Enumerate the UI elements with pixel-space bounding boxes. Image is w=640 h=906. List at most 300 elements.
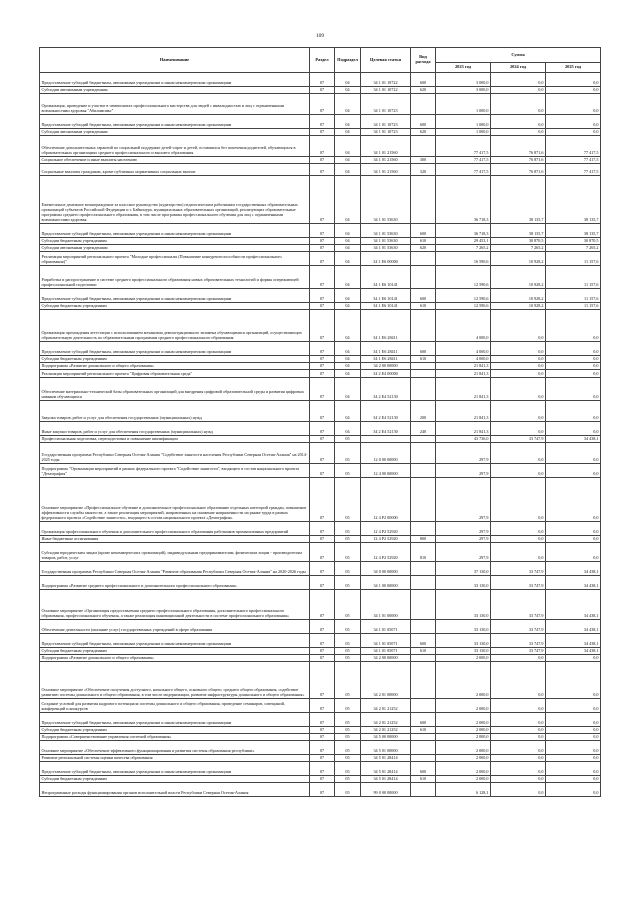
row-expense-type — [411, 478, 436, 522]
row-subsection: 05 — [335, 562, 361, 576]
row-amount-2024: 10 928,2 — [491, 303, 546, 310]
row-amount-2023: 2 000,0 — [436, 776, 491, 783]
row-amount-2025: 0,0 — [546, 401, 601, 422]
row-amount-2024: 0,0 — [491, 543, 546, 562]
row-target-article: 34 2 E4 52130 — [361, 401, 411, 422]
row-subsection: 05 — [335, 634, 361, 648]
row-target-article: 34 1 01 10723 — [361, 129, 411, 136]
row-target-article: 12 4 00 00000 — [361, 464, 411, 478]
row-subsection: 04 — [335, 129, 361, 136]
row-target-article: 34 1 01 53630 — [361, 176, 411, 224]
row-target-article: 34 1 01 53630 — [361, 224, 411, 238]
row-subsection: 05 — [335, 699, 361, 713]
row-name: Реализация мероприятий регионального проекта "Молодые профессионалы (Повышение конкурентоспособности профессионального образования)" — [40, 252, 310, 266]
row-amount-2025: 0,0 — [546, 370, 601, 378]
row-expense-type: 620 — [411, 245, 436, 252]
row-target-article: 34 1 E6 10141 — [361, 303, 411, 310]
table-row — [40, 478, 601, 522]
row-target-article: 34 5 00 00000 — [361, 734, 411, 741]
row-target-article — [361, 436, 411, 443]
row-amount-2024: 0,0 — [491, 522, 546, 536]
row-section: 07 — [310, 303, 335, 310]
table-row — [40, 401, 601, 422]
table-row — [40, 73, 601, 87]
row-amount-2025: 34 438,1 — [546, 576, 601, 590]
row-amount-2024: 0,0 — [491, 310, 546, 342]
table-row — [40, 303, 601, 310]
row-section: 07 — [310, 157, 335, 164]
row-amount-2023: 77 417,5 — [436, 157, 491, 164]
row-amount-2024: 0,0 — [491, 115, 546, 129]
row-section: 07 — [310, 620, 335, 634]
row-amount-2025: 11 157,6 — [546, 303, 601, 310]
row-section: 07 — [310, 422, 335, 436]
row-amount-2023: 2 000,0 — [436, 713, 491, 727]
row-amount-2025: 0,0 — [546, 662, 601, 699]
row-target-article: 34 1 E6 10141 — [361, 266, 411, 289]
row-subsection: 05 — [335, 783, 361, 797]
table-row — [40, 176, 601, 224]
row-expense-type: 600 — [411, 289, 436, 303]
row-subsection: 04 — [335, 266, 361, 289]
row-target-article: 34 2 E4 52130 — [361, 422, 411, 436]
row-expense-type: 600 — [411, 224, 436, 238]
row-amount-2024: 0,0 — [491, 129, 546, 136]
row-name: Иные бюджетные ассигнования — [40, 536, 310, 543]
row-subsection: 05 — [335, 576, 361, 590]
table-row — [40, 522, 601, 536]
row-name: Подпрограмма «Развитие дошкольного и общего образования» — [40, 655, 310, 662]
row-amount-2023: 2 000,0 — [436, 741, 491, 755]
row-name: Предоставление субсидий бюджетным, автономным учреждениям и иным некоммерческим организациям — [40, 634, 310, 648]
row-target-article: 12 0 00 00000 — [361, 443, 411, 464]
header-year-2025: 2025 год — [546, 63, 601, 73]
row-amount-2023: 21 841,3 — [436, 401, 491, 422]
row-amount-2024: 33 747,9 — [491, 590, 546, 620]
table-row — [40, 620, 601, 634]
row-name: Субсидии бюджетным учреждениям — [40, 238, 310, 245]
table-row — [40, 543, 601, 562]
row-subsection: 04 — [335, 378, 361, 401]
row-amount-2024: 0,0 — [491, 741, 546, 755]
row-name: Субсидии автономным учреждениям — [40, 245, 310, 252]
table-row — [40, 762, 601, 776]
row-section: 07 — [310, 741, 335, 755]
row-amount-2023: 297,9 — [436, 443, 491, 464]
row-expense-type — [411, 562, 436, 576]
row-amount-2025: 0,0 — [546, 422, 601, 436]
row-target-article: 34 1 01 10722 — [361, 87, 411, 94]
row-name: Закупка товаров, работ и услуг для обеспечения государственных (муниципальных) нужд — [40, 401, 310, 422]
row-target-article: 34 1 01 21560 — [361, 136, 411, 157]
row-section: 07 — [310, 266, 335, 289]
table-row — [40, 289, 601, 303]
row-section: 07 — [310, 713, 335, 727]
row-amount-2023: 4 000,0 — [436, 356, 491, 363]
row-section: 07 — [310, 590, 335, 620]
row-amount-2024: 0,0 — [491, 342, 546, 356]
row-subsection: 04 — [335, 310, 361, 342]
row-target-article: 34 1 01 00000 — [361, 590, 411, 620]
row-target-article: 34 1 01 05071 — [361, 634, 411, 648]
row-subsection: 05 — [335, 543, 361, 562]
header-expense-type: Вид расхода — [411, 48, 436, 73]
row-subsection: 04 — [335, 176, 361, 224]
row-target-article: 34 2 01 21252 — [361, 699, 411, 713]
row-name: Субсидии бюджетным учреждениям — [40, 727, 310, 734]
row-name: Организация профессионального обучения и дополнительного профессионального образования работников промышленных предприятий — [40, 522, 310, 536]
row-amount-2024: 33 747,9 — [491, 634, 546, 648]
row-amount-2024: 0,0 — [491, 464, 546, 478]
row-expense-type — [411, 436, 436, 443]
row-expense-type: 600 — [411, 73, 436, 87]
row-expense-type: 600 — [411, 762, 436, 776]
row-amount-2023: 37 130,0 — [436, 562, 491, 576]
row-expense-type — [411, 266, 436, 289]
row-amount-2025: 77 417,5 — [546, 157, 601, 164]
row-amount-2025: 0,0 — [546, 699, 601, 713]
row-name: Организация, проведение и участие в чемпионатах профессионального мастерства для людей с инвалидностью и лиц с ограниченными возможностями здоровья "Абилимпикс" — [40, 94, 310, 115]
row-amount-2024: 10 928,2 — [491, 252, 546, 266]
table-row — [40, 464, 601, 478]
row-expense-type — [411, 464, 436, 478]
row-subsection: 04 — [335, 136, 361, 157]
row-amount-2024: 10 928,2 — [491, 266, 546, 289]
row-subsection: 05 — [335, 776, 361, 783]
row-section: 07 — [310, 115, 335, 129]
row-target-article: 34 2 01 00000 — [361, 662, 411, 699]
row-name: Субсидии бюджетным учреждениям — [40, 776, 310, 783]
table-row — [40, 727, 601, 734]
row-expense-type: 610 — [411, 648, 436, 655]
row-amount-2024: 38 135,7 — [491, 224, 546, 238]
table-row — [40, 378, 601, 401]
row-amount-2025: 0,0 — [546, 741, 601, 755]
row-name: Социальное обеспечение и иные выплаты населению — [40, 157, 310, 164]
row-amount-2025: 0,0 — [546, 115, 601, 129]
row-amount-2023: 7 265,2 — [436, 245, 491, 252]
row-subsection: 05 — [335, 713, 361, 727]
table-row — [40, 590, 601, 620]
row-subsection: 05 — [335, 655, 361, 662]
row-amount-2024: 33 747,9 — [491, 436, 546, 443]
row-target-article: 34 1 01 53630 — [361, 238, 411, 245]
row-section: 07 — [310, 634, 335, 648]
row-amount-2025: 38 135,7 — [546, 224, 601, 238]
row-target-article: 34 2 E4 00000 — [361, 370, 411, 378]
row-amount-2023: 1 000,0 — [436, 129, 491, 136]
row-amount-2023: 3 000,0 — [436, 87, 491, 94]
row-subsection: 05 — [335, 662, 361, 699]
row-amount-2023: 297,9 — [436, 464, 491, 478]
row-name: Предоставление субсидий бюджетным, автономным учреждениям и иным некоммерческим организациям — [40, 289, 310, 303]
row-target-article: 34 5 01 28414 — [361, 755, 411, 762]
header-subsection: Подраздел — [335, 48, 361, 73]
row-amount-2023: 77 417,5 — [436, 136, 491, 157]
row-amount-2025: 0,0 — [546, 73, 601, 87]
row-amount-2025: 0,0 — [546, 342, 601, 356]
row-subsection: 04 — [335, 94, 361, 115]
row-amount-2023: 2 000,0 — [436, 662, 491, 699]
row-amount-2025: 30 870,5 — [546, 238, 601, 245]
row-amount-2025: 0,0 — [546, 94, 601, 115]
row-target-article: 34 1 E6 28411 — [361, 356, 411, 363]
row-amount-2025: 0,0 — [546, 522, 601, 536]
table-row — [40, 87, 601, 94]
row-target-article: 34 1 E6 10141 — [361, 289, 411, 303]
row-name: Основное мероприятие «Организация предоставления среднего профессионального образования, дополнительного профессионального образования, профессионального обучения, а также реализация инновационной деятельности в системе профессионального образования» — [40, 590, 310, 620]
row-section: 07 — [310, 734, 335, 741]
row-expense-type: 320 — [411, 164, 436, 176]
row-section: 07 — [310, 576, 335, 590]
header-target-article: Целевая статья — [361, 48, 411, 73]
row-section: 07 — [310, 310, 335, 342]
row-amount-2025: 11 157,6 — [546, 252, 601, 266]
row-amount-2023: 2 000,0 — [436, 762, 491, 776]
row-name: Развитие региональной системы оценки качества образования — [40, 755, 310, 762]
row-amount-2023: 36 718,3 — [436, 224, 491, 238]
row-amount-2025: 0,0 — [546, 478, 601, 522]
row-target-article: 34 1 01 10723 — [361, 115, 411, 129]
row-target-article: 34 1 01 53630 — [361, 245, 411, 252]
row-expense-type: 600 — [411, 634, 436, 648]
row-subsection: 04 — [335, 73, 361, 87]
row-amount-2025: 0,0 — [546, 727, 601, 734]
row-subsection: 04 — [335, 238, 361, 245]
row-amount-2025: 34 438,1 — [546, 562, 601, 576]
budget-table — [39, 47, 601, 797]
row-subsection: 05 — [335, 620, 361, 634]
row-amount-2025: 11 157,6 — [546, 266, 601, 289]
row-expense-type: 600 — [411, 342, 436, 356]
row-amount-2025: 0,0 — [546, 87, 601, 94]
row-amount-2023: 2 000,0 — [436, 727, 491, 734]
header-section: Раздел — [310, 48, 335, 73]
page-number: 109 — [315, 33, 325, 39]
row-subsection: 04 — [335, 401, 361, 422]
row-amount-2023: 33 130,0 — [436, 590, 491, 620]
row-section: 07 — [310, 648, 335, 655]
row-amount-2023: 2 000,0 — [436, 699, 491, 713]
row-amount-2024: 0,0 — [491, 401, 546, 422]
row-amount-2023: 6 128,1 — [436, 783, 491, 797]
row-name: Подпрограмма «Развитие дошкольного и общего образования» — [40, 363, 310, 370]
table-row — [40, 443, 601, 464]
row-subsection: 05 — [335, 436, 361, 443]
row-amount-2024: 76 871,6 — [491, 157, 546, 164]
row-target-article: 12 4 P2 52920 — [361, 522, 411, 536]
row-subsection: 04 — [335, 356, 361, 363]
row-section: 07 — [310, 224, 335, 238]
row-name: Обеспечение дополнительных гарантий по социальной поддержке детей-сирот и детей, оставшихся без попечения родителей, обучающихся в образовательных организациях среднего профессионального и высшего образования — [40, 136, 310, 157]
row-expense-type: 620 — [411, 129, 436, 136]
row-section: 07 — [310, 536, 335, 543]
table-row — [40, 422, 601, 436]
row-subsection: 04 — [335, 115, 361, 129]
row-subsection: 04 — [335, 164, 361, 176]
row-section: 07 — [310, 401, 335, 422]
row-expense-type — [411, 136, 436, 157]
table-row — [40, 157, 601, 164]
row-name: Предоставление субсидий бюджетным, автономным учреждениям и иным некоммерческим организациям — [40, 224, 310, 238]
row-amount-2023: 36 718,3 — [436, 176, 491, 224]
table-row — [40, 662, 601, 699]
row-amount-2024: 30 870,5 — [491, 238, 546, 245]
row-name: Реализация мероприятий регионального проекта "Цифровая образовательная среда" — [40, 370, 310, 378]
row-amount-2024: 0,0 — [491, 713, 546, 727]
row-subsection: 05 — [335, 734, 361, 741]
row-amount-2025: 0,0 — [546, 783, 601, 797]
row-name: Подпрограмма "Организация мероприятий в рамках федерального проекта "Содействие занятости", входящего в состав национального проекта "Демография" — [40, 464, 310, 478]
row-amount-2025: 0,0 — [546, 464, 601, 478]
row-subsection: 04 — [335, 422, 361, 436]
row-target-article: 34 1 01 10723 — [361, 94, 411, 115]
row-subsection: 05 — [335, 648, 361, 655]
row-expense-type — [411, 699, 436, 713]
row-section: 07 — [310, 727, 335, 734]
row-subsection: 04 — [335, 245, 361, 252]
row-section: 07 — [310, 662, 335, 699]
row-amount-2024: 0,0 — [491, 699, 546, 713]
row-name: Субсидии бюджетным учреждениям — [40, 303, 310, 310]
table-row — [40, 115, 601, 129]
row-name: Государственная программа Республики Северная Осетия-Алания "Развитие образования Республики Северная Осетия-Алания" на 2020-2026 годы — [40, 562, 310, 576]
row-amount-2023: 4 000,0 — [436, 310, 491, 342]
row-amount-2024: 0,0 — [491, 734, 546, 741]
table-row — [40, 342, 601, 356]
row-section: 07 — [310, 289, 335, 303]
row-section: 07 — [310, 522, 335, 536]
row-target-article: 34 5 01 28414 — [361, 762, 411, 776]
row-subsection: 04 — [335, 252, 361, 266]
row-expense-type: 240 — [411, 422, 436, 436]
row-name: Разработка и распространение в системе среднего профессионального образования новых образовательных технологий и формы опережающей профессиональной подготовки — [40, 266, 310, 289]
row-expense-type — [411, 734, 436, 741]
row-name: Субсидии бюджетным учреждениям — [40, 356, 310, 363]
row-expense-type: 800 — [411, 536, 436, 543]
row-name: Субсидии бюджетным учреждениям — [40, 648, 310, 655]
row-expense-type: 620 — [411, 87, 436, 94]
row-name: Предоставление субсидий бюджетным, автономным учреждениям и иным некоммерческим организациям — [40, 713, 310, 727]
table-row — [40, 562, 601, 576]
row-amount-2023: 43 736,0 — [436, 436, 491, 443]
row-name: Подпрограмма «Совершенствование управления системой образования» — [40, 734, 310, 741]
row-name: Ежемесячное денежное вознаграждение за классное руководство (кураторство) педагогическим работникам государственных образовательных организаций субъектов Российской Федерации и г. Байконура, муниципальных образовательных организаций, реализующих образовательные программы среднего профессионального образования, в том числе программы профессионального обучения для лиц с ограниченными возможностями здоровья — [40, 176, 310, 224]
row-amount-2025: 34 438,1 — [546, 620, 601, 634]
header-sum: Сумма — [436, 48, 601, 63]
row-subsection: 05 — [335, 755, 361, 762]
header-year-2024: 2024 год — [491, 63, 546, 73]
row-target-article: 34 2 E4 52130 — [361, 378, 411, 401]
row-expense-type — [411, 443, 436, 464]
table-row — [40, 576, 601, 590]
header-name: Наименование — [40, 48, 310, 73]
row-amount-2024: 0,0 — [491, 655, 546, 662]
row-subsection: 04 — [335, 87, 361, 94]
table-row — [40, 164, 601, 176]
row-expense-type — [411, 755, 436, 762]
row-subsection: 05 — [335, 536, 361, 543]
row-amount-2025: 11 157,6 — [546, 289, 601, 303]
row-section: 07 — [310, 238, 335, 245]
row-amount-2024: 0,0 — [491, 87, 546, 94]
table-row — [40, 713, 601, 727]
row-expense-type: 300 — [411, 157, 436, 164]
row-amount-2025: 0,0 — [546, 443, 601, 464]
row-name: Субсидии юридическим лицам (кроме некоммерческих организаций), индивидуальным предпринимателям, физическим лицам - производителям товаров, работ, услуг — [40, 543, 310, 562]
table-row — [40, 356, 601, 363]
row-amount-2025: 0,0 — [546, 734, 601, 741]
row-subsection: 04 — [335, 370, 361, 378]
row-section: 07 — [310, 776, 335, 783]
row-amount-2025: 0,0 — [546, 310, 601, 342]
row-expense-type — [411, 522, 436, 536]
row-name: Основное мероприятие «Профессиональное обучение и дополнительное профессиональное образование отдельных категорий граждан, повышение эффективности службы занятости, а также реализация мероприятий, направленных на снижение напряженности на рынке труда в рамках федерального проекта «Содействие занятости», входящего в состав национального проекта «Демография» — [40, 478, 310, 522]
row-amount-2023: 3 000,0 — [436, 73, 491, 87]
row-subsection: 04 — [335, 342, 361, 356]
row-amount-2023: 297,9 — [436, 536, 491, 543]
row-amount-2023: 12 590,6 — [436, 289, 491, 303]
row-amount-2024: 0,0 — [491, 762, 546, 776]
row-target-article: 34 2 01 21252 — [361, 727, 411, 734]
row-target-article: 12 4 P2 00000 — [361, 478, 411, 522]
row-amount-2025: 7 265,2 — [546, 245, 601, 252]
row-target-article: 34 5 01 00000 — [361, 741, 411, 755]
row-target-article: 34 1 01 21560 — [361, 157, 411, 164]
row-amount-2025: 34 438,1 — [546, 634, 601, 648]
row-target-article: 34 2 00 00000 — [361, 363, 411, 370]
table-row — [40, 224, 601, 238]
row-amount-2024: 0,0 — [491, 378, 546, 401]
row-name: Основное мероприятие «Обеспечение эффективного функционирования и развития системы образования республики» — [40, 741, 310, 755]
row-name: Профессиональная подготовка, переподготовка и повышение квалификации — [40, 436, 310, 443]
row-target-article: 34 1 E6 00000 — [361, 252, 411, 266]
row-target-article: 34 2 00 00000 — [361, 655, 411, 662]
row-amount-2024: 7 265,2 — [491, 245, 546, 252]
row-amount-2024: 33 747,9 — [491, 648, 546, 655]
row-amount-2024: 76 871,6 — [491, 136, 546, 157]
table-row — [40, 310, 601, 342]
row-target-article: 34 1 01 05071 — [361, 648, 411, 655]
table-row — [40, 363, 601, 370]
row-amount-2023: 21 841,3 — [436, 422, 491, 436]
row-section: 07 — [310, 245, 335, 252]
table-row — [40, 436, 601, 443]
row-expense-type: 610 — [411, 776, 436, 783]
row-name: Основное мероприятие «Обеспечение получения доступного, начального общего, основного общего, среднего общего образования, содействие развитию системы дошкольного и общего образования, в том числе модернизации, развитие инфраструктуры дошкольного и общего образования» — [40, 662, 310, 699]
row-amount-2023: 297,9 — [436, 522, 491, 536]
row-expense-type — [411, 741, 436, 755]
row-amount-2024: 0,0 — [491, 356, 546, 363]
row-amount-2025: 34 438,1 — [546, 648, 601, 655]
row-section: 07 — [310, 562, 335, 576]
row-section: 07 — [310, 73, 335, 87]
row-amount-2025: 0,0 — [546, 356, 601, 363]
row-amount-2023: 4 000,0 — [436, 342, 491, 356]
row-expense-type — [411, 94, 436, 115]
row-name: Подпрограмма «Развитие среднего профессионального и дополнительного профессионального образования» — [40, 576, 310, 590]
row-amount-2023: 77 417,5 — [436, 164, 491, 176]
row-amount-2025: 0,0 — [546, 655, 601, 662]
row-subsection: 05 — [335, 590, 361, 620]
row-subsection: 04 — [335, 224, 361, 238]
row-section: 07 — [310, 94, 335, 115]
row-target-article: 12 4 P2 52920 — [361, 543, 411, 562]
row-amount-2025: 38 135,7 — [546, 176, 601, 224]
row-subsection: 05 — [335, 762, 361, 776]
row-amount-2024: 0,0 — [491, 783, 546, 797]
row-expense-type: 610 — [411, 303, 436, 310]
